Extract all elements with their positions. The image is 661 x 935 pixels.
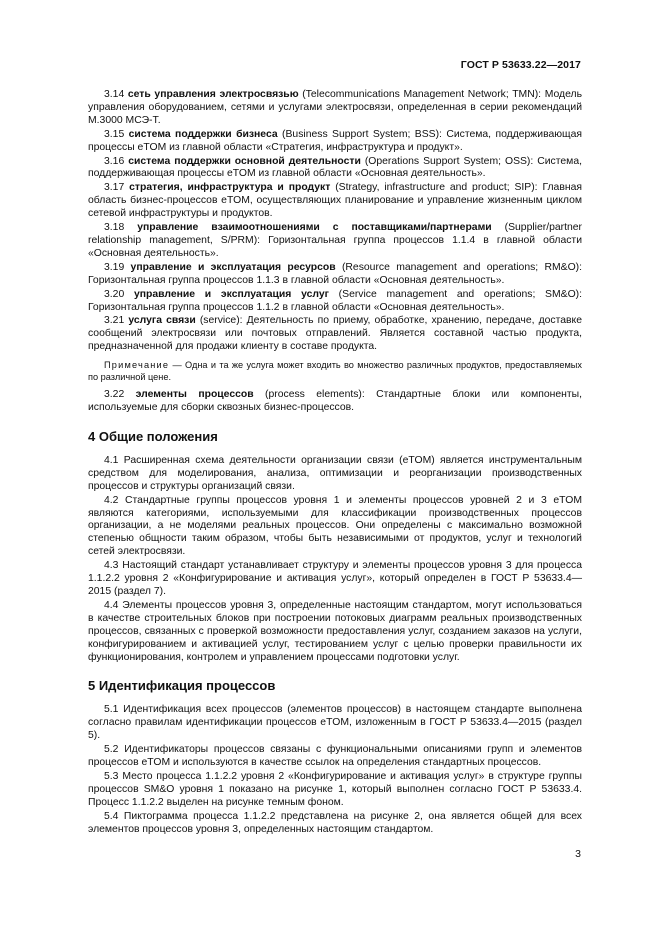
term-3-17 bbox=[88, 182, 582, 221]
paragraph-4-3: 4.3 Настоящий стандарт устанавливает структуру и элементы процессов уровня 3 для процесса 1.1.2.2 уровня 2 «Конфигурирование и активация услуг», который определен в ГОСТ Р 53633.4—2015 (раздел 7). bbox=[88, 560, 582, 597]
document-body bbox=[88, 89, 582, 838]
note-text: — Одна и та же услуга может входить во множество различных продуктов, предоставляемых по различной цене. bbox=[88, 360, 582, 382]
term-number: 3.17 bbox=[104, 182, 125, 194]
paragraph-5-4: 5.4 Пиктограмма процесса 1.1.2.2 представлена на рисунке 2, она является общей для всех элементов процессов уровня 3, определенных настоящим стандартом. bbox=[88, 810, 582, 835]
term-definition: (Resource management and operations; RM&O): Горизонтальная группа процессов 1.1.3 в главной области «Основная деятельность». bbox=[88, 261, 583, 286]
paragraph-4-1: 4.1 Расширенная схема деятельности организации связи (eTOM) является инструментальным средством для моделирования, анализа, оптимизации и реорганизации производственных процессов и структуры организаций связи. bbox=[88, 454, 582, 492]
note-label: Примечание bbox=[104, 360, 170, 371]
term-number: 3.19 bbox=[104, 261, 125, 273]
term-definition: (Telecommunications Management Network; TMN): Модель управления оборудованием, сетями и услугами электросвязи, определенная в серии рекомендаций М.3000 МСЭ-Т. bbox=[88, 89, 582, 126]
paragraph-4-2: 4.2 Стандартные группы процессов уровня 1 и элементы процессов уровней 2 и 3 eTOM являются категориями, используемыми для классификации производственных процессов организации, а не моделями реальных процессов. Они определены с максимально возможной степенью общности таким образом, чтобы быть независимыми от продуктов, услуг и технологий сетей электросвязи. bbox=[88, 494, 582, 558]
term-number: 3.14 bbox=[104, 89, 125, 100]
paragraph-5-2: 5.2 Идентификаторы процессов связаны с функциональными описаниями групп и элементов процессов eTOM и используются в качестве ссылок на определения стандартных процессов. bbox=[88, 744, 582, 769]
term-name: услуга связи bbox=[128, 315, 196, 327]
term-number: 3.16 bbox=[104, 155, 125, 167]
term-definition: (Business Support System; BSS): Система, поддерживающая процессы eTOM из главной области «Стратегия, инфраструктура и продукт». bbox=[88, 128, 582, 153]
paragraph-5-3: 5.3 Место процесса 1.1.2.2 уровня 2 «Конфигурирование и активация услуг» в структуре группы процессов SM&O уровня 1 показано на рисунке 1, который выполнен согласно ГОСТ Р 53633.4. Процесс 1.1.2.2 выделен на рисунке темным фоном. bbox=[88, 770, 582, 808]
paragraph-5-1: 5.1 Идентификация всех процессов (элементов процессов) в настоящем стандарте выполнена согласно правилам идентификации процессов eTOM, изложенным в ГОСТ Р 53633.4—2015 (раздел 5). bbox=[88, 704, 582, 742]
term-definition: (service): Деятельность по приему, обработке, хранению, передаче, доставке сообщений электросвязи или почтовых отправлений. Является составной частью продукта, предназначенной для продажи клиенту в составе продукта. bbox=[88, 315, 582, 353]
term-number: 3.20 bbox=[104, 288, 125, 300]
term-3-14 bbox=[88, 89, 582, 128]
term-3-21 bbox=[88, 315, 582, 354]
note bbox=[88, 360, 582, 383]
term-3-18 bbox=[88, 222, 582, 261]
term-number: 3.15 bbox=[104, 128, 125, 140]
term-name: система поддержки бизнеса bbox=[128, 128, 278, 140]
term-name: управление и эксплуатация услуг bbox=[133, 288, 329, 300]
term-name: управление и эксплуатация ресурсов bbox=[130, 261, 336, 273]
term-name: сеть управления электросвязью bbox=[127, 89, 299, 100]
term-name: элементы процессов bbox=[135, 389, 254, 401]
term-definition: (process elements): Стандартные блоки или компоненты, используемые для сборки сквозных бизнес-процессов. bbox=[88, 389, 583, 414]
term-3-15 bbox=[88, 129, 582, 155]
term-3-16 bbox=[88, 156, 582, 182]
term-definition: (Operations Support System; OSS): Система, поддерживающая процессы eTOM из главной области «Основная деятельность». bbox=[88, 155, 582, 180]
term-name: система поддержки основной деятельности bbox=[128, 155, 361, 167]
term-name: управление взаимоотношениями с поставщиками/партнерами bbox=[137, 222, 492, 234]
term-number: 3.21 bbox=[104, 315, 125, 327]
page-number: 3 bbox=[575, 848, 581, 860]
term-definition: (Service management and operations; SM&O): Горизонтальная группа процессов 1.1.2 в главной области «Основная деятельность». bbox=[88, 288, 583, 313]
document-header: ГОСТ Р 53633.22—2017 bbox=[460, 59, 581, 71]
term-definition: (Supplier/partner relationship management, S/PRM): Горизонтальная группа процессов 1.1.4 в главной области «Основная деятельность». bbox=[88, 222, 583, 259]
paragraph-4-4: 4.4 Элементы процессов уровня 3, определенные настоящим стандартом, могут использоваться в качестве строительных блоков при построении потоковых диаграмм реальных производственных процессов, связанных с проверкой возможности предоставления услуг, созданием заказов на услуги, конфигурированием и активацией услуг, тестированием услуг с целью проверки правильности их функционирования, контролем и управлением процессами подготовки услуг. bbox=[88, 599, 582, 663]
term-number: 3.22 bbox=[104, 389, 125, 401]
term-3-22 bbox=[88, 389, 582, 415]
term-3-20 bbox=[88, 289, 582, 315]
section-heading-4: 4 Общие положения bbox=[88, 428, 218, 444]
term-3-19 bbox=[88, 262, 582, 288]
section-heading-5: 5 Идентификация процессов bbox=[88, 678, 276, 694]
term-name: стратегия, инфраструктура и продукт bbox=[129, 182, 331, 194]
term-number: 3.18 bbox=[104, 222, 125, 234]
term-definition: (Strategy, infrastructure and product; SIP): Главная область бизнес-процессов eTOM, осуществляющих планирование и управление жизненным циклом сетевой инфраструктуры и продуктов. bbox=[88, 182, 582, 220]
